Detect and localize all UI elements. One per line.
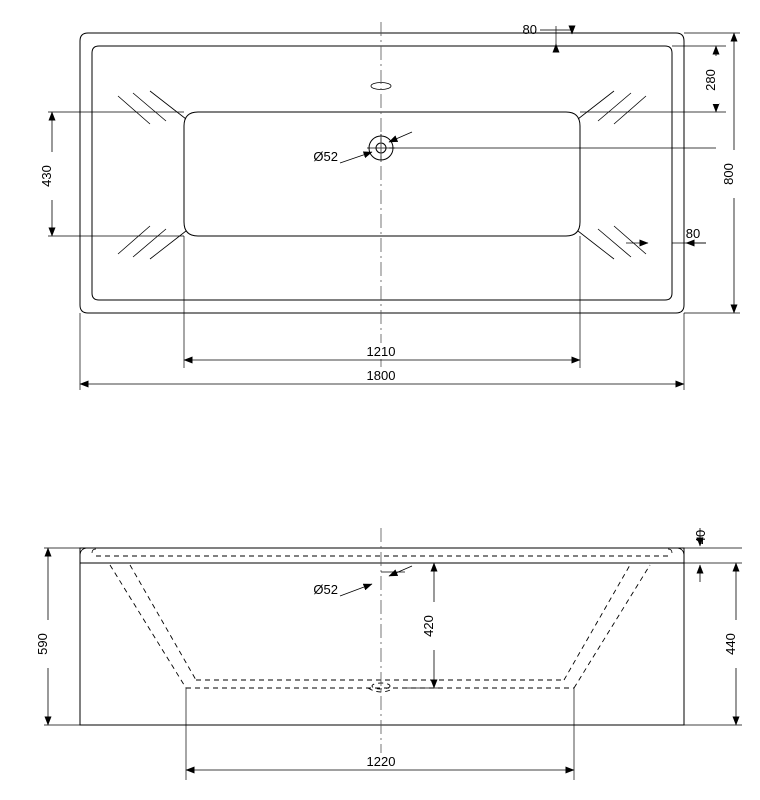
dimension-800 [721, 33, 737, 313]
top-view-extension-lines [48, 26, 740, 390]
dimension-label-1220: 1220 [366, 754, 396, 769]
dimension-430 [39, 112, 55, 236]
dimension-80-right [626, 226, 706, 243]
dimension-label-590: 590 [35, 633, 50, 655]
front-view-geometry [80, 528, 684, 760]
dimension-590 [35, 548, 51, 725]
dimension-label-420: 420 [421, 615, 436, 637]
front-view-extension-lines [44, 548, 742, 780]
drain-label-top: Ø52 [313, 149, 338, 164]
top-view-geometry [80, 22, 684, 372]
dimension-label-80-upper: 80 [522, 22, 537, 37]
dimension-1210 [184, 343, 580, 360]
drain-callout-front [313, 566, 412, 597]
dimension-label-1800: 1800 [366, 368, 396, 383]
dimension-420 [421, 563, 437, 688]
dimension-1800 [80, 367, 684, 384]
dimension-280 [703, 46, 719, 112]
dimension-label-430: 430 [39, 165, 54, 187]
dimension-40 [693, 528, 708, 582]
front-view-dimensions [35, 528, 739, 770]
dimension-label-440: 440 [723, 633, 738, 655]
dimension-label-80-right: 80 [685, 226, 701, 241]
dimension-label-1210: 1210 [366, 344, 396, 359]
top-view-dimensions [39, 22, 737, 384]
dimension-label-280: 280 [703, 69, 718, 91]
dimension-80-upper [523, 22, 572, 48]
dimension-label-40: 40 [693, 529, 708, 545]
dimension-label-800: 800 [721, 163, 736, 185]
drain-label-front: Ø52 [313, 582, 338, 597]
dimension-440 [723, 563, 739, 725]
dimension-1220 [186, 753, 574, 770]
